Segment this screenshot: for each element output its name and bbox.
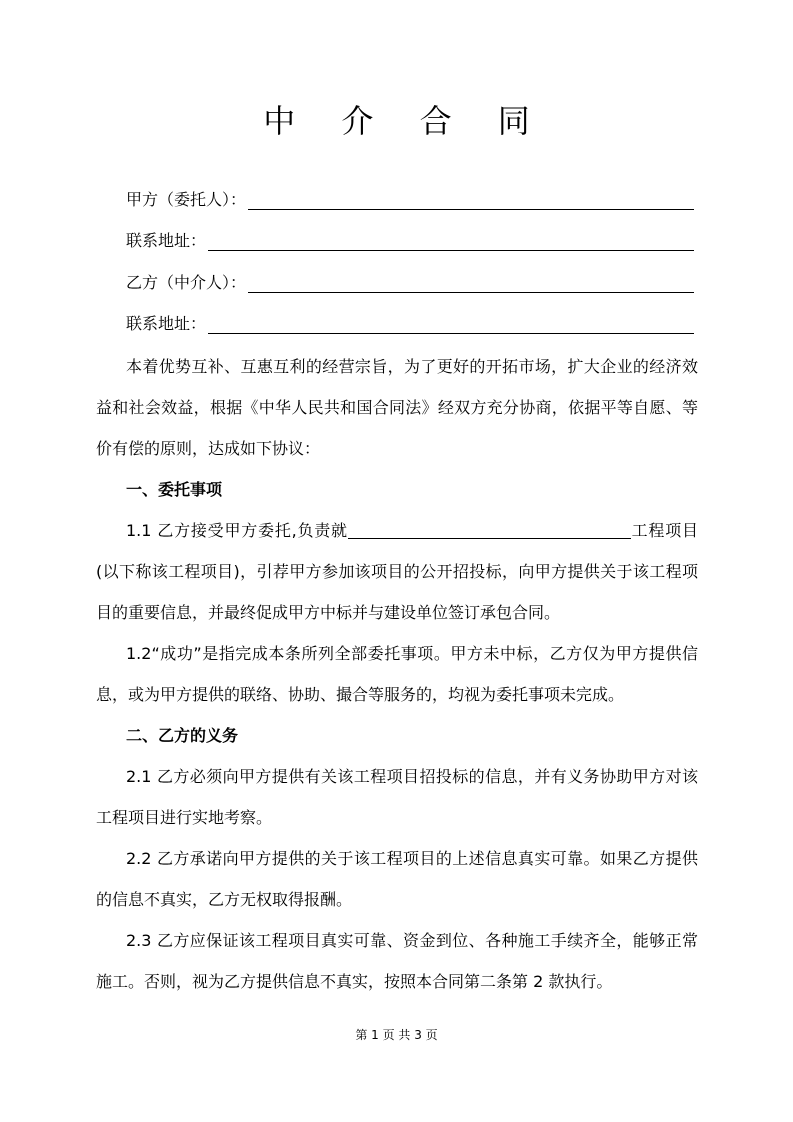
- clause-2-2: 2.2 乙方承诺向甲方提供的关于该工程项目的上述信息真实可靠。如果乙方提供的信息不真实，乙方无权取得报酬。: [96, 849, 698, 909]
- party-a-field: [126, 184, 694, 210]
- party-b-field: [126, 267, 694, 293]
- address-b-label: 联系地址：: [126, 314, 207, 333]
- address-a-field: [126, 225, 694, 251]
- section-2-heading: 二、乙方的义务: [126, 726, 239, 745]
- project-name-blank[interactable]: [348, 520, 631, 539]
- clause-2-1: 2.1 乙方必须向甲方提供有关该工程项目招投标的信息，并有义务协助甲方对该工程项目进行实地考察。: [96, 767, 698, 827]
- clause-1-1: [96, 510, 698, 633]
- document-title: 中 介 合 同: [263, 102, 548, 140]
- party-b-line[interactable]: [248, 272, 694, 293]
- clause-1-1-after: 工程项目(以下称该工程项目)，引荐甲方参加该项目的公开招投标，向甲方提供关于该工程项目的重要信息，并最终促成甲方中标并与建设单位签订承包合同。: [96, 521, 698, 622]
- party-a-line[interactable]: [248, 189, 694, 210]
- party-b-label: 乙方（中介人）：: [126, 273, 247, 292]
- intro-paragraph: 本着优势互补、互惠互利的经营宗旨，为了更好的开拓市场，扩大企业的经济效益和社会效益，根据《中华人民共和国合同法》经双方充分协商，依据平等自愿、等价有偿的原则，达成如下协议：: [96, 357, 698, 458]
- contract-body: [96, 346, 698, 1002]
- address-b-field: [126, 308, 694, 334]
- address-b-line[interactable]: [208, 313, 694, 334]
- page-footer: 第 1 页 共 3 页: [355, 1028, 438, 1042]
- clause-1-1-before: 1.1 乙方接受甲方委托,负责就: [126, 521, 348, 540]
- section-1-heading: 一、委托事项: [126, 480, 223, 499]
- clause-2-3: 2.3 乙方应保证该工程项目真实可靠、资金到位、各种施工手续齐全，能够正常施工。否则，视为乙方提供信息不真实，按照本合同第二条第 2 款执行。: [96, 931, 698, 991]
- party-a-label: 甲方（委托人）：: [126, 190, 247, 209]
- address-a-line[interactable]: [208, 230, 694, 251]
- clause-1-2: 1.2“成功”是指完成本条所列全部委托事项。甲方未中标，乙方仅为甲方提供信息，或为甲方提供的联络、协助、撮合等服务的，均视为委托事项未完成。: [96, 644, 698, 704]
- address-a-label: 联系地址：: [126, 231, 207, 250]
